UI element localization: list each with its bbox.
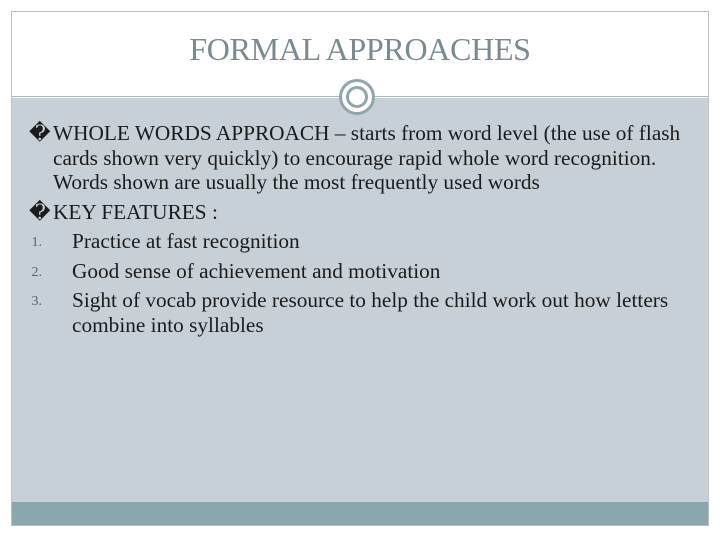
numbered-item-number: 1.: [31, 235, 42, 250]
bullet-text: WHOLE WORDS APPROACH – starts from word level (the use of flash cards shown very quickly) to encourage rapid whole word recognition. Words shown are usually the most frequently used words: [53, 121, 681, 194]
slide-body: [29, 121, 699, 337]
numbered-item: [29, 288, 699, 337]
footer-band: [12, 502, 708, 525]
numbered-item-text: Sight of vocab provide resource to help the child work out how letters combine into syllables: [72, 288, 669, 337]
numbered-item-text: Good sense of achievement and motivation: [72, 258, 441, 283]
numbered-item-number: 3.: [31, 294, 42, 309]
bullet-item: [29, 121, 699, 195]
numbered-item-text: Practice at fast recognition: [72, 229, 300, 253]
bullet-item: [29, 200, 699, 225]
missing-glyph-bullet-icon: �: [29, 121, 51, 145]
inner-circle-ornament-icon: [346, 86, 368, 108]
numbered-item-number: 2.: [31, 264, 42, 280]
slide-title: FORMAL APPROACHES: [189, 31, 531, 67]
missing-glyph-bullet-icon: �: [29, 199, 51, 224]
numbered-item: [29, 259, 699, 284]
bullet-text: KEY FEATURES :: [53, 199, 218, 224]
double-circle-ornament-icon: [339, 79, 375, 115]
numbered-item: [29, 229, 699, 254]
